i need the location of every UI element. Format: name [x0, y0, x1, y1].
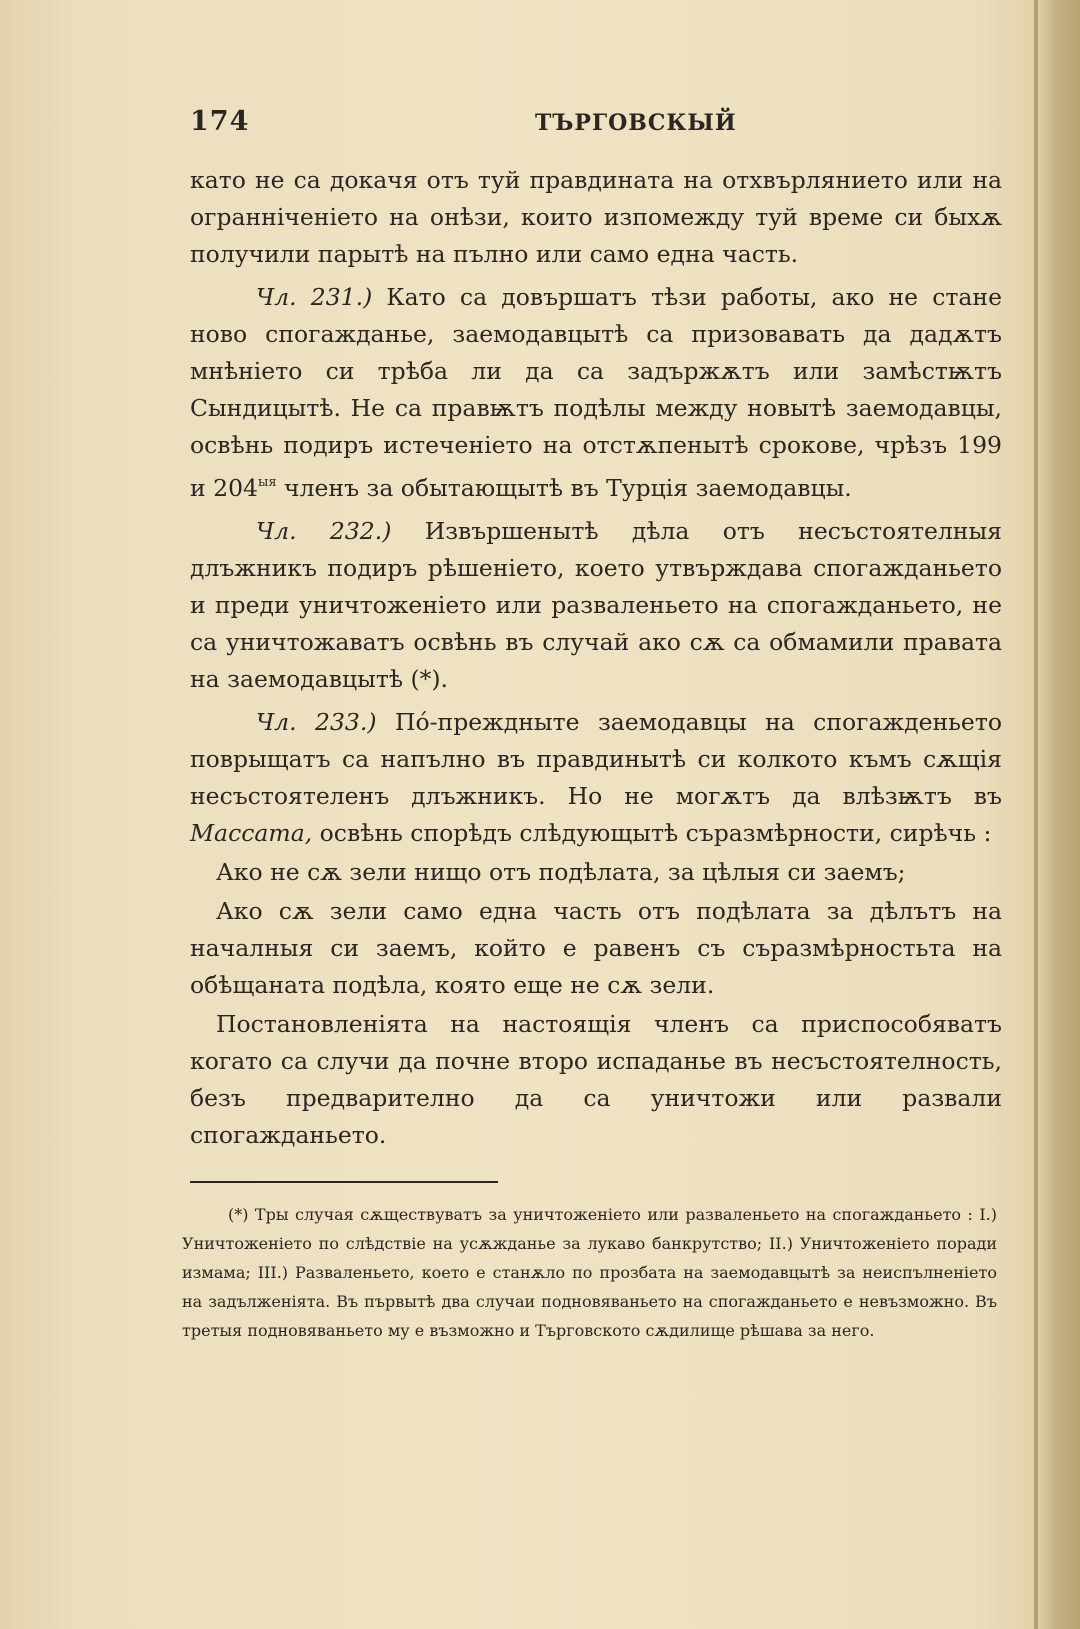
page-number: 174: [190, 106, 250, 137]
article-number: Чл. 232.): [256, 517, 392, 545]
article-text: По́-преждныте заемодавцы на спогажденьето поврыщатъ са напълно въ правдинытѣ си колкото къмъ сѫщія несъстоятеленъ длъжникъ. Но не могѫтъ да влѣзѭтъ въ: [190, 708, 1002, 810]
ordinal-suffix: ыя: [258, 475, 277, 490]
page-edge-shadow: [1036, 0, 1080, 1629]
running-title: ТЪРГОВСКЫЙ: [535, 110, 737, 136]
page-header: [190, 106, 1010, 146]
emphasized-term: Массата,: [190, 819, 313, 847]
article-233: [190, 704, 1002, 852]
article-number: Чл. 231.): [256, 283, 373, 311]
condition-text: Ако не сѫ зели нищо отъ подѣлата, за цѣлыя си заемъ;: [216, 858, 906, 886]
article-231: [190, 279, 1002, 507]
footnote: [182, 1200, 997, 1345]
footnote-text: (*) Тры случая сѫществуватъ за уничтоженіето или разваленьето на спогажданьето : I.) Уничтоженіето по слѣдствіе на усѫжданье за лукаво банкрутство; II.) Уничтоженіето поради измама; III.) Разваленьето, което е станѫло по прозбата на заемодавцытѣ за неиспълненіето на задълженіята. Въ първытѣ два случаи подновяваньето на спогажданьето е невъзможно. Въ третыя подновяваньето му е възможно и Търговското сѫдилище рѣшава за него.: [182, 1205, 997, 1340]
condition-item: [190, 893, 1002, 1004]
footnote-divider: [190, 1181, 498, 1183]
provision-paragraph: [190, 1006, 1002, 1154]
body-text: [190, 162, 1002, 1154]
article-text: Като са довършатъ тѣзи работы, ако не стане ново спогажданье, заемодавцытѣ са призовавать да дадѫтъ мнѣніето си трѣба ли да са задържѫтъ или замѣстѭтъ Сындицытѣ. Не са правѭтъ подѣлы между новытѣ заемодавцы, освѣнь подиръ истеченіето на отстѫпенытѣ срокове, чрѣзъ 199 и 204: [190, 283, 1002, 502]
condition-text: Ако сѫ зели само една часть отъ подѣлата за дѣлътъ на началныя си заемъ, който е равенъ съ съразмѣрностьта на обѣщаната подѣла, която еще не сѫ зели.: [190, 897, 1002, 999]
article-232: [190, 513, 1002, 698]
page-edge-line: [1034, 0, 1038, 1629]
article-text: Извършенытѣ дѣла отъ несъстоятелныя длъжникъ подиръ рѣшеніето, което утвърждава спогажданьето и преди уничтоженіето или разваленьето на спогажданьето, не са уничтожаватъ освѣнь въ случай ако сѫ са обмамили правата на заемодавцытѣ (*).: [190, 517, 1002, 693]
provision-text: Постановленіята на настоящія членъ са приспособяватъ когато са случи да почне второ испаданье въ несъстоятелность, безъ предварително да са уничтожи или развали спогажданьето.: [190, 1010, 1002, 1149]
article-number: Чл. 233.): [256, 708, 377, 736]
article-text-tail: членъ за обытающытѣ въ Турція заемодавцы.: [284, 474, 852, 502]
paragraph-continued: [190, 162, 1002, 273]
article-text-tail: освѣнь спорѣдъ слѣдующытѣ съразмѣрности, сирѣчь :: [319, 819, 992, 847]
paragraph-text: като не са докачя отъ туй правдината на отхвърлянието или на огранніченіето на онѣзи, които изпомежду туй време си быхѫ получили парытѣ на пълно или само една часть.: [190, 166, 1002, 268]
condition-item: [190, 854, 1002, 891]
